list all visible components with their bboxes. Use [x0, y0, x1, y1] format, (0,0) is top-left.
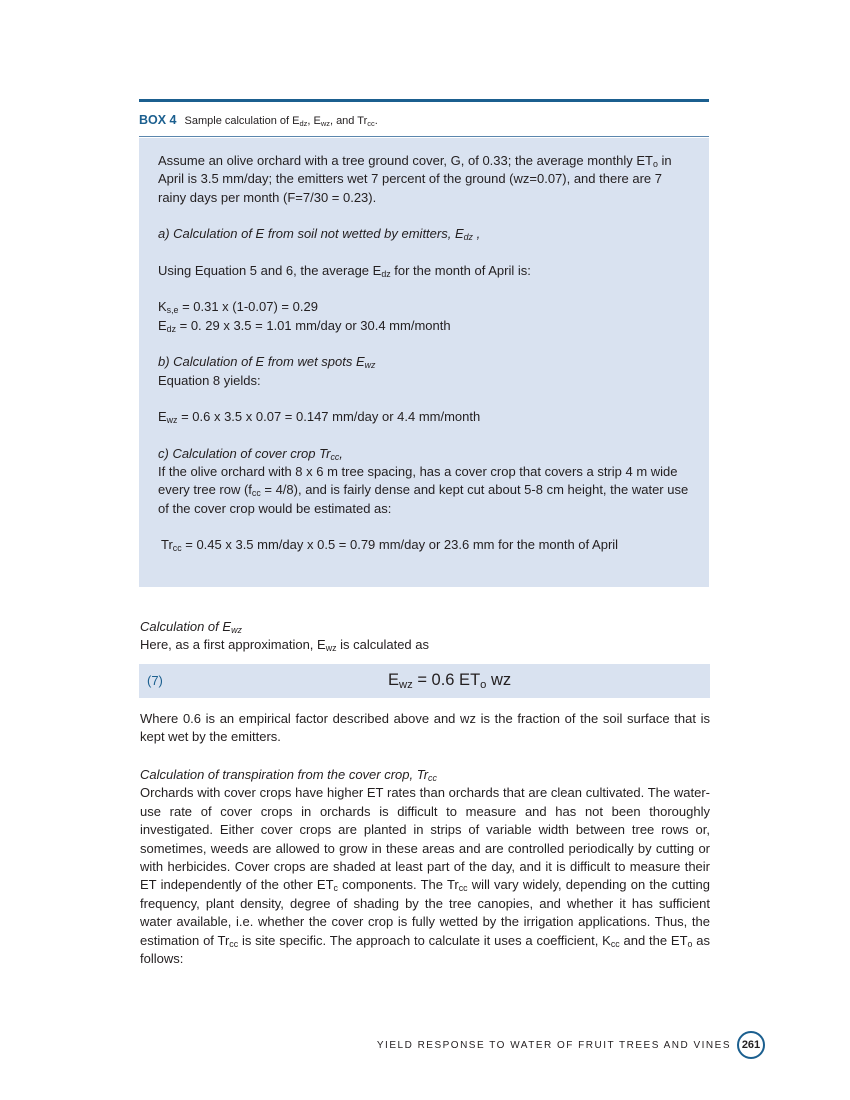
box-label: BOX 4	[139, 113, 177, 127]
box-c-equation: $Tr_{cc} = 0.45$ x 3.5 mm/day x 0.5 = 0.79 mm/day or 23.6 mm for the month of April	[161, 537, 619, 554]
equation-7-box	[139, 664, 710, 698]
box-title: Sample calculation of $E_{dz}$, $E_{wz}$, and $Tr_{cc}$.	[184, 115, 378, 128]
box-b-equation: $E_{wz} = 0.6$ x 3.5 x 0.07 = 0.147 mm/day or 4.4 mm/month	[158, 409, 481, 426]
trcc-paragraph: Orchards with cover crops have higher ET rates than orchards that are clean cultivated. The water-use rate of cover crops in orchards is difficult to measure and has not been thoroughly investigated. Either cover crops are planted in strips of variable width between tree rows or, sometimes, weeds are allowed to grow in these areas and are controlled periodically by cutting or with herbicides. Cover crops are shaded at least part of the day, and it is difficult to measure their ET independently of the other $ET_c$ components. The $Tr_{cc}$ will vary widely, depending on the cutting frequency, plant density, degree of shading by the tree canopies, and whether it has sufficient water available, i.e. whether the cover crop is fully wetted by the irrigation applications. Thus, the estimation of $Tr_{cc}$ is site specific. The approach to calculate it uses a coefficient, $K_{cc}$ and the $ET_o$ as follows:	[140, 785, 711, 967]
equation-number: (7)	[147, 673, 163, 688]
ewz-text: Here, as a first approximation, $E_{wz}$ is calculated as	[140, 637, 429, 654]
box-b-text: Equation 8 yields:	[158, 372, 261, 388]
trcc-section	[140, 766, 710, 968]
ewz-heading: Calculation of $E_{wz}$	[140, 619, 242, 636]
box-a-heading: a) Calculation of E from soil not wetted by emitters, $E_{dz}$ ,	[158, 226, 481, 243]
ewz-section	[140, 618, 710, 655]
box-c-heading: c) Calculation of cover crop $Tr_{cc}$,	[158, 445, 343, 462]
page-number: 261	[737, 1031, 765, 1059]
box-a-equation-1: $K_{s,e} = 0.31$ x (1-0.07) = 0.29	[158, 299, 318, 316]
box-a-equation-2: $E_{dz} = 0$. 29 x 3.5 = 1.01 mm/day or 30.4 mm/month	[158, 317, 451, 334]
box-body	[139, 138, 709, 587]
box-intro: Assume an olive orchard with a tree ground cover, G, of 0.33; the average monthly $ET_o$ in April is 3.5 mm/day; the emitters wet 7 percent of the ground (wz=0.07), and there are 7 rainy days per month (F=7/30 = 0.23).	[158, 153, 672, 205]
box-b-heading: b) Calculation of E from wet spots $E_{wz}$	[158, 354, 376, 371]
trcc-heading: Calculation of transpiration from the cover crop, $Tr_{cc}$	[140, 767, 437, 784]
box-header	[139, 112, 709, 129]
equation-7: $E_{wz} = 0.6$ $ET_o$ wz	[388, 671, 512, 691]
box-top-rule	[139, 99, 709, 102]
box-header-rule	[139, 136, 709, 137]
box-a-text: Using Equation 5 and 6, the average $E_{dz}$ for the month of April is:	[158, 262, 531, 279]
box-c-text: If the olive orchard with 8 x 6 m tree spacing, has a cover crop that covers a strip 4 m wide every tree row $(f_{cc} = 4/8)$, and is fairly dense and kept cut about 5-8 cm height, the water use of the cover crop would be estimated as:	[158, 464, 689, 516]
after-equation-paragraph: Where 0.6 is an empirical factor described above and wz is the fraction of the soil surface that is kept wet by the emitters.	[140, 711, 710, 745]
running-footer: YIELD RESPONSE TO WATER OF FRUIT TREES AND VINES	[376, 1040, 731, 1051]
